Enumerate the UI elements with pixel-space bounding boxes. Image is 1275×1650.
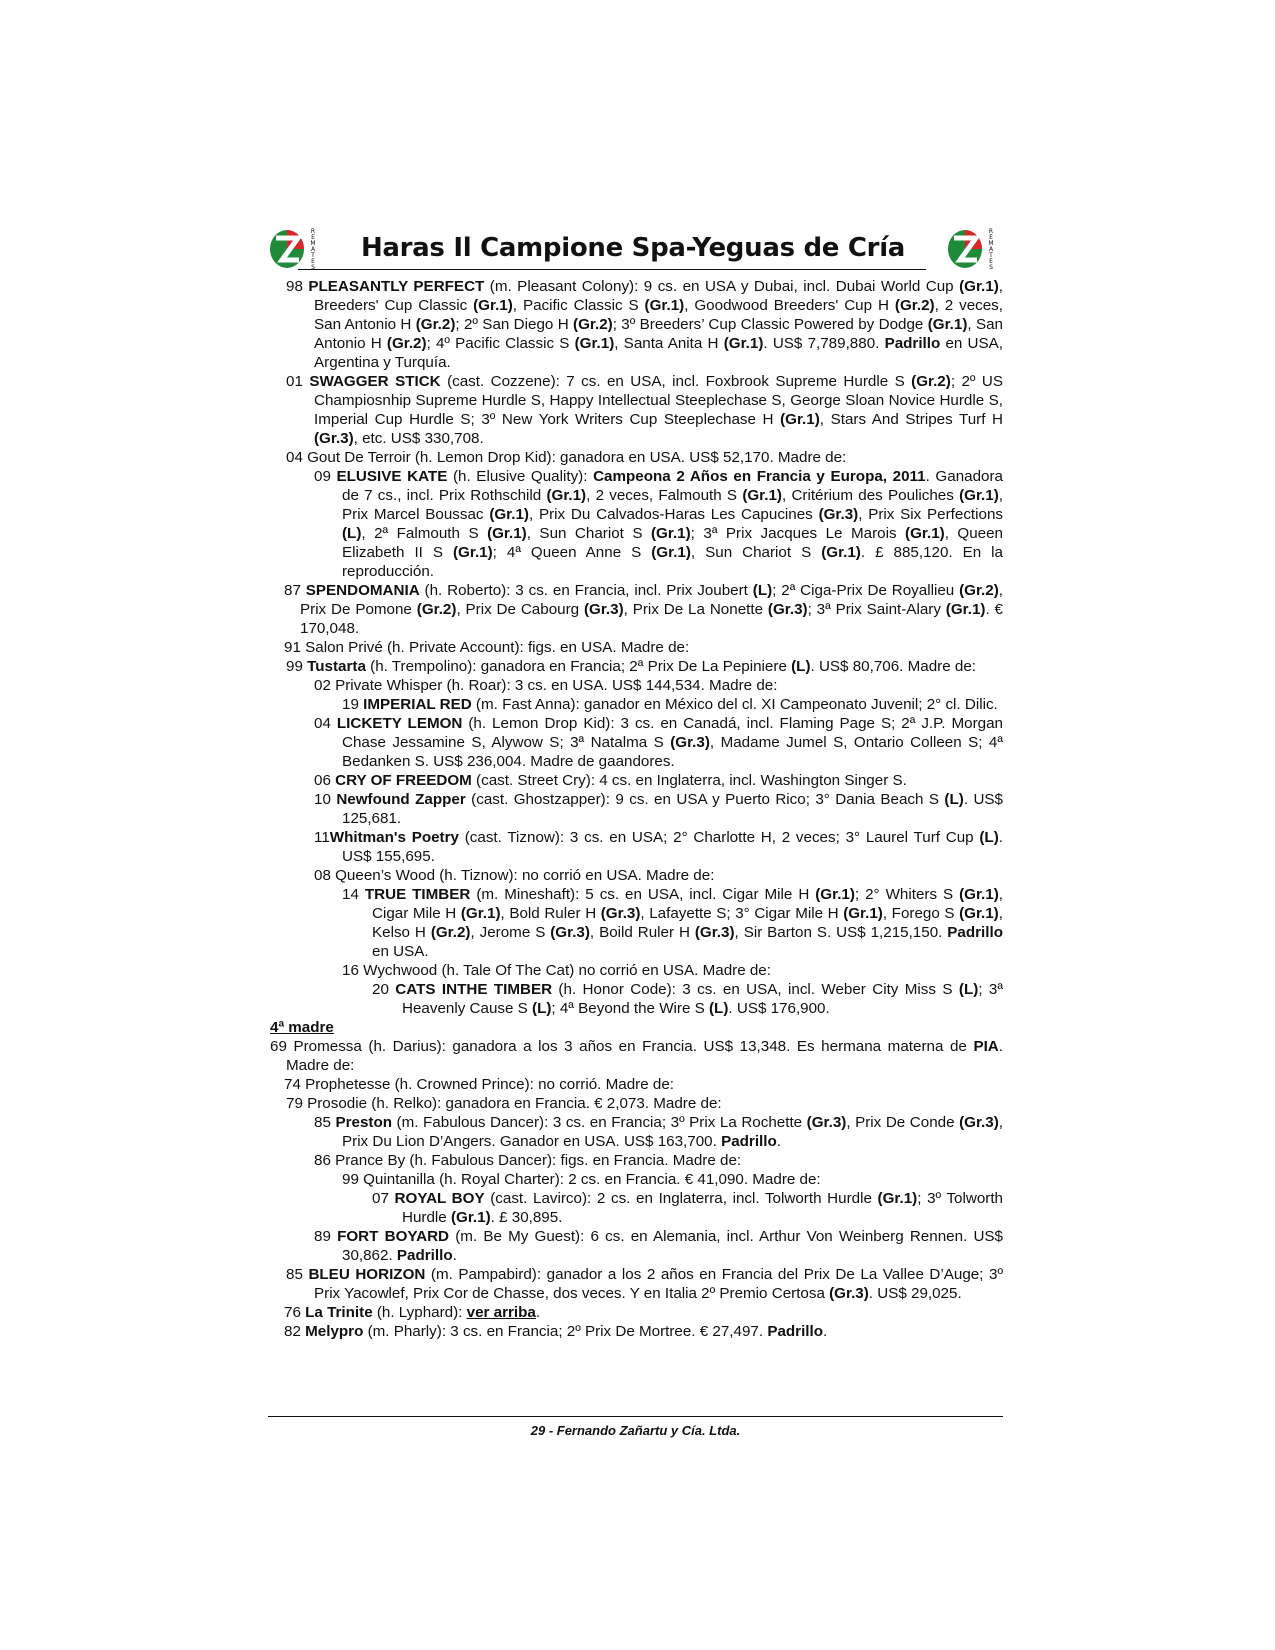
- pedigree-entry: 10 Newfound Zapper (cast. Ghostzapper): 9 cs. en USA y Puerto Rico; 3° Dania Beach S (L). US$ 125,681.: [314, 791, 1003, 827]
- svg-text:R: R: [988, 228, 994, 235]
- footer-divider: [268, 1416, 1003, 1417]
- pedigree-entry: 76 La Trinite (h. Lyphard): ver arriba.: [284, 1304, 541, 1321]
- pedigree-entry: 19 IMPERIAL RED (m. Fast Anna): ganador en México del cl. XI Campeonato Juvenil; 2° cl. Dilic.: [342, 696, 998, 713]
- pedigree-text: [270, 277, 1003, 1341]
- pedigree-entry: 06 CRY OF FREEDOM (cast. Street Cry): 4 cs. en Inglaterra, incl. Washington Singer S.: [314, 772, 907, 789]
- pedigree-entry: 74 Prophetesse (h. Crowned Prince): no corrió. Madre de:: [284, 1076, 675, 1093]
- svg-text:A: A: [310, 246, 316, 253]
- svg-text:E: E: [989, 258, 993, 265]
- page-header: [268, 225, 998, 273]
- pedigree-entry: 85 BLEU HORIZON (m. Pampabird): ganador a los 2 años en Francia del Prix De La Vallee D’Auge; 3º Prix Yacowlef, Prix Cor de Chasse, dos veces. Y en Italia 2º Premio Certosa (Gr.3). US$ 29,025.: [286, 1266, 1003, 1302]
- svg-text:E: E: [311, 258, 315, 265]
- pedigree-entry: 99 Tustarta (h. Trempolino): ganadora en Francia; 2ª Prix De La Pepiniere (L). US$ 80,706. Madre de:: [286, 658, 976, 675]
- pedigree-entry: 4ª madre: [270, 1019, 334, 1036]
- svg-text:M: M: [310, 240, 316, 247]
- pedigree-entry: 86 Prance By (h. Fabulous Dancer): figs. en Francia. Madre de:: [314, 1152, 742, 1169]
- svg-text:T: T: [989, 252, 993, 259]
- pedigree-entry: 01 SWAGGER STICK (cast. Cozzene): 7 cs. en USA, incl. Foxbrook Supreme Hurdle S (Gr.2); 2º US Champiosnhip Supreme Hurdle S, Happy Intellectual Steeplechase S, George Sloan Novice Hurdle S, Imperial Cup Hurdle S; 3º New York Writers Cup Steeplechase H (Gr.1), Stars And Stripes Turf H (Gr.3), etc. US$ 330,708.: [286, 373, 1003, 447]
- pedigree-entry: 98 PLEASANTLY PERFECT (m. Pleasant Colony): 9 cs. en USA y Dubai, incl. Dubai World Cup (Gr.1), Breeders' Cup Classic (Gr.1), Pacific Classic S (Gr.1), Goodwood Breeders' Cup H (Gr.2), 2 veces, San Antonio H (Gr.2); 2º San Diego H (Gr.2); 3º Breeders’ Cup Classic Powered by Dodge (Gr.1), San Antonio H (Gr.2); 4º Pacific Classic S (Gr.1), Santa Anita H (Gr.1). US$ 7,789,880. Padrillo en USA, Argentina y Turquía.: [286, 278, 1004, 371]
- pedigree-entry: 20 CATS INTHE TIMBER (h. Honor Code): 3 cs. en USA, incl. Weber City Miss S (L); 3ª Heavenly Cause S (L); 4ª Beyond the Wire S (L). US$ 176,900.: [372, 981, 1003, 1017]
- pedigree-entry: 04 Gout De Terroir (h. Lemon Drop Kid): ganadora en USA. US$ 52,170. Madre de:: [286, 449, 847, 466]
- pedigree-entry: 87 SPENDOMANIA (h. Roberto): 3 cs. en Francia, incl. Prix Joubert (L); 2ª Ciga-Prix De Royallieu (Gr.2), Prix De Pomone (Gr.2), Prix De Cabourg (Gr.3), Prix De La Nonette (Gr.3); 3ª Prix Saint-Alary (Gr.1). € 170,048.: [284, 582, 1004, 637]
- remates-logo-left: [268, 225, 320, 271]
- pedigree-entry: 07 ROYAL BOY (cast. Lavirco): 2 cs. en Inglaterra, incl. Tolworth Hurdle (Gr.1); 3º Tolworth Hurdle (Gr.1). £ 30,895.: [372, 1190, 1003, 1226]
- svg-text:A: A: [988, 246, 994, 253]
- pedigree-entry: 11Whitman's Poetry (cast. Tiznow): 3 cs. en USA; 2° Charlotte H, 2 veces; 3° Laurel Turf Cup (L). US$ 155,695.: [314, 829, 1003, 865]
- pedigree-entry: 85 Preston (m. Fabulous Dancer): 3 cs. en Francia; 3º Prix La Rochette (Gr.3), Prix De Conde (Gr.3), Prix Du Lion D’Angers. Ganador en USA. US$ 163,700. Padrillo.: [314, 1114, 1003, 1150]
- svg-text:E: E: [311, 234, 315, 241]
- svg-text:M: M: [988, 240, 994, 247]
- page-title: Haras Il Campione Spa-Yeguas de Cría: [360, 233, 906, 263]
- pedigree-entry: 69 Promessa (h. Darius): ganadora a los 3 años en Francia. US$ 13,348. Es hermana materna de PIA. Madre de:: [270, 1038, 1003, 1074]
- pedigree-entry: 04 LICKETY LEMON (h. Lemon Drop Kid): 3 cs. en Canadá, incl. Flaming Page S; 2ª J.P. Morgan Chase Jessamine S, Alywow S; 3ª Natalma S (Gr.3), Madame Jumel S, Ontario Colleen S; 4ª Bedanken S. US$ 236,004. Madre de gaandores.: [314, 715, 1003, 770]
- svg-text:R: R: [310, 228, 316, 235]
- svg-text:S: S: [989, 264, 993, 271]
- pedigree-entry: 16 Wychwood (h. Tale Of The Cat) no corrió en USA. Madre de:: [342, 962, 771, 979]
- pedigree-entry: 89 FORT BOYARD (m. Be My Guest): 6 cs. en Alemania, incl. Arthur Von Weinberg Rennen. US$ 30,862. Padrillo.: [314, 1228, 1003, 1264]
- pedigree-entry: 14 TRUE TIMBER (m. Mineshaft): 5 cs. en USA, incl. Cigar Mile H (Gr.1); 2° Whiters S (Gr.1), Cigar Mile H (Gr.1), Bold Ruler H (Gr.3), Lafayette S; 3° Cigar Mile H (Gr.1), Forego S (Gr.1), Kelso H (Gr.2), Jerome S (Gr.3), Boild Ruler H (Gr.3), Sir Barton S. US$ 1,215,150. Padrillo en USA.: [342, 886, 1003, 960]
- pedigree-entry: 82 Melypro (m. Pharly): 3 cs. en Francia; 2º Prix De Mortree. € 27,497. Padrillo.: [284, 1323, 828, 1340]
- header-divider: [298, 269, 926, 270]
- svg-text:S: S: [311, 264, 315, 271]
- pedigree-entry: 91 Salon Privé (h. Private Account): figs. en USA. Madre de:: [284, 639, 690, 656]
- page-footer: 29 - Fernando Zañartu y Cía. Ltda.: [530, 1423, 741, 1438]
- pedigree-entry: 79 Prosodie (h. Relko): ganadora en Francia. € 2,073. Madre de:: [286, 1095, 722, 1112]
- pedigree-entry: 02 Private Whisper (h. Roar): 3 cs. en USA. US$ 144,534. Madre de:: [314, 677, 778, 694]
- remates-logo-right: [946, 225, 998, 271]
- pedigree-entry: 99 Quintanilla (h. Royal Charter): 2 cs. en Francia. € 41,090. Madre de:: [342, 1171, 821, 1188]
- pedigree-entry: 09 ELUSIVE KATE (h. Elusive Quality): Campeona 2 Años en Francia y Europa, 2011. Ganadora de 7 cs., incl. Prix Rothschild (Gr.1), 2 veces, Falmouth S (Gr.1), Critérium des Pouliches (Gr.1), Prix Marcel Boussac (Gr.1), Prix Du Calvados-Haras Les Capucines (Gr.3), Prix Six Perfections (L), 2ª Falmouth S (Gr.1), Sun Chariot S (Gr.1); 3ª Prix Jacques Le Marois (Gr.1), Queen Elizabeth II S (Gr.1); 4ª Queen Anne S (Gr.1), Sun Chariot S (Gr.1). £ 885,120. En la reproducción.: [314, 468, 1004, 580]
- svg-text:T: T: [311, 252, 315, 259]
- pedigree-entry: 08 Queen’s Wood (h. Tiznow): no corrió en USA. Madre de:: [314, 867, 715, 884]
- svg-text:E: E: [989, 234, 993, 241]
